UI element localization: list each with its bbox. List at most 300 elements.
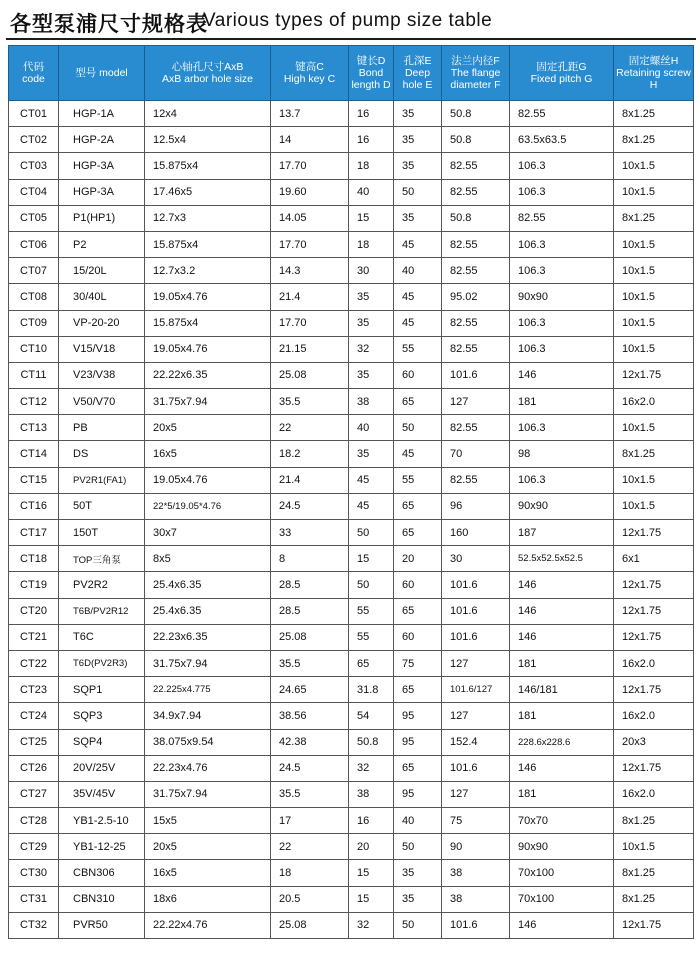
cell-hole-depth: 35 [394, 205, 442, 231]
cell-flange-diameter: 90 [442, 834, 510, 860]
cell-hole-depth: 95 [394, 729, 442, 755]
cell-bond-length: 30 [349, 258, 394, 284]
cell-code: CT11 [9, 362, 59, 388]
cell-code: CT30 [9, 860, 59, 886]
cell-fixed-pitch: 181 [510, 703, 614, 729]
cell-retaining-screw: 10x1.5 [614, 258, 694, 284]
cell-fixed-pitch: 82.55 [510, 101, 614, 127]
cell-key-height: 24.5 [271, 755, 349, 781]
table-row [9, 389, 694, 415]
cell-model: YB1-2.5-10 [59, 808, 145, 834]
cell-fixed-pitch: 146 [510, 362, 614, 388]
cell-bond-length: 16 [349, 101, 394, 127]
cell-key-height: 14.05 [271, 205, 349, 231]
cell-fixed-pitch: 146 [510, 572, 614, 598]
cell-key-height: 19.60 [271, 179, 349, 205]
header-code: 代码 code [9, 46, 59, 101]
cell-retaining-screw: 8x1.25 [614, 101, 694, 127]
cell-retaining-screw: 10x1.5 [614, 415, 694, 441]
table-row [9, 441, 694, 467]
header-hole-depth: 孔深E Deep hole E [394, 46, 442, 101]
cell-key-height: 18.2 [271, 441, 349, 467]
cell-key-height: 14 [271, 127, 349, 153]
cell-hole-depth: 35 [394, 860, 442, 886]
cell-code: CT07 [9, 258, 59, 284]
cell-fixed-pitch: 106.3 [510, 258, 614, 284]
cell-model: P1(HP1) [59, 205, 145, 231]
cell-flange-diameter: 96 [442, 493, 510, 519]
cell-key-height: 25.08 [271, 912, 349, 938]
cell-flange-diameter: 75 [442, 808, 510, 834]
cell-arbor-hole: 30x7 [145, 520, 271, 546]
cell-flange-diameter: 50.8 [442, 127, 510, 153]
table-row [9, 860, 694, 886]
cell-fixed-pitch: 146 [510, 755, 614, 781]
cell-code: CT13 [9, 415, 59, 441]
cell-code: CT02 [9, 127, 59, 153]
table-row [9, 362, 694, 388]
cell-code: CT19 [9, 572, 59, 598]
cell-flange-diameter: 82.55 [442, 310, 510, 336]
cell-arbor-hole: 15.875x4 [145, 153, 271, 179]
cell-arbor-hole: 22*5/19.05*4.76 [145, 493, 271, 519]
cell-hole-depth: 45 [394, 231, 442, 257]
cell-model: VP-20-20 [59, 310, 145, 336]
table-row [9, 493, 694, 519]
cell-fixed-pitch: 90x90 [510, 493, 614, 519]
cell-hole-depth: 45 [394, 441, 442, 467]
cell-code: CT10 [9, 336, 59, 362]
cell-retaining-screw: 16x2.0 [614, 650, 694, 676]
header-flange-diameter: 法兰内径F The flange diameter F [442, 46, 510, 101]
cell-flange-diameter: 70 [442, 441, 510, 467]
cell-model: T6B/PV2R12 [59, 598, 145, 624]
cell-model: CBN310 [59, 886, 145, 912]
cell-flange-diameter: 127 [442, 703, 510, 729]
cell-code: CT08 [9, 284, 59, 310]
cell-hole-depth: 35 [394, 127, 442, 153]
cell-bond-length: 45 [349, 467, 394, 493]
cell-hole-depth: 55 [394, 336, 442, 362]
header-arbor-hole: 心轴孔尺寸AxB AxB arbor hole size [145, 46, 271, 101]
cell-flange-diameter: 95.02 [442, 284, 510, 310]
cell-model: V50/V70 [59, 389, 145, 415]
cell-hole-depth: 35 [394, 153, 442, 179]
table-row [9, 834, 694, 860]
cell-fixed-pitch: 98 [510, 441, 614, 467]
cell-hole-depth: 65 [394, 755, 442, 781]
cell-flange-diameter: 101.6 [442, 362, 510, 388]
cell-fixed-pitch: 70x100 [510, 886, 614, 912]
cell-arbor-hole: 15.875x4 [145, 231, 271, 257]
cell-retaining-screw: 12x1.75 [614, 912, 694, 938]
cell-bond-length: 65 [349, 650, 394, 676]
cell-key-height: 8 [271, 546, 349, 572]
cell-key-height: 28.5 [271, 572, 349, 598]
cell-arbor-hole: 8x5 [145, 546, 271, 572]
table-row [9, 336, 694, 362]
cell-bond-length: 31.8 [349, 677, 394, 703]
cell-flange-diameter: 101.6 [442, 598, 510, 624]
table-header-row [9, 46, 694, 101]
cell-hole-depth: 40 [394, 258, 442, 284]
cell-code: CT28 [9, 808, 59, 834]
cell-code: CT09 [9, 310, 59, 336]
cell-model: CBN306 [59, 860, 145, 886]
table-row [9, 127, 694, 153]
cell-fixed-pitch: 146 [510, 598, 614, 624]
cell-bond-length: 15 [349, 546, 394, 572]
cell-hole-depth: 95 [394, 703, 442, 729]
cell-model: 15/20L [59, 258, 145, 284]
cell-key-height: 18 [271, 860, 349, 886]
cell-key-height: 35.5 [271, 781, 349, 807]
cell-flange-diameter: 38 [442, 860, 510, 886]
cell-bond-length: 50 [349, 520, 394, 546]
cell-code: CT03 [9, 153, 59, 179]
cell-bond-length: 45 [349, 493, 394, 519]
cell-hole-depth: 50 [394, 834, 442, 860]
cell-bond-length: 35 [349, 441, 394, 467]
cell-model: SQP4 [59, 729, 145, 755]
cell-hole-depth: 75 [394, 650, 442, 676]
cell-model: PV2R1(FA1) [59, 467, 145, 493]
cell-retaining-screw: 12x1.75 [614, 598, 694, 624]
cell-code: CT15 [9, 467, 59, 493]
cell-code: CT27 [9, 781, 59, 807]
cell-retaining-screw: 10x1.5 [614, 231, 694, 257]
cell-bond-length: 32 [349, 336, 394, 362]
cell-hole-depth: 60 [394, 572, 442, 598]
cell-model: TOP三角泵 [59, 546, 145, 572]
cell-key-height: 25.08 [271, 362, 349, 388]
cell-model: DS [59, 441, 145, 467]
cell-model: HGP-3A [59, 179, 145, 205]
cell-flange-diameter: 82.55 [442, 258, 510, 284]
table-row [9, 310, 694, 336]
cell-retaining-screw: 12x1.75 [614, 677, 694, 703]
table-row [9, 179, 694, 205]
cell-flange-diameter: 101.6 [442, 912, 510, 938]
header-retaining-screw: 固定螺丝H Retaining screw H [614, 46, 694, 101]
table-row [9, 781, 694, 807]
cell-code: CT04 [9, 179, 59, 205]
cell-hole-depth: 55 [394, 467, 442, 493]
cell-arbor-hole: 16x5 [145, 441, 271, 467]
cell-fixed-pitch: 106.3 [510, 231, 614, 257]
cell-hole-depth: 50 [394, 912, 442, 938]
cell-code: CT25 [9, 729, 59, 755]
table-row [9, 205, 694, 231]
table-row [9, 546, 694, 572]
cell-retaining-screw: 10x1.5 [614, 284, 694, 310]
cell-fixed-pitch: 146/181 [510, 677, 614, 703]
cell-fixed-pitch: 146 [510, 912, 614, 938]
cell-model: 50T [59, 493, 145, 519]
cell-bond-length: 16 [349, 808, 394, 834]
cell-code: CT14 [9, 441, 59, 467]
cell-flange-diameter: 82.55 [442, 467, 510, 493]
cell-hole-depth: 65 [394, 598, 442, 624]
cell-model: P2 [59, 231, 145, 257]
cell-flange-diameter: 101.6/127 [442, 677, 510, 703]
cell-key-height: 22 [271, 834, 349, 860]
cell-arbor-hole: 31.75x7.94 [145, 650, 271, 676]
table-row [9, 101, 694, 127]
cell-fixed-pitch: 90x90 [510, 834, 614, 860]
cell-model: SQP1 [59, 677, 145, 703]
cell-code: CT16 [9, 493, 59, 519]
cell-hole-depth: 40 [394, 808, 442, 834]
cell-code: CT22 [9, 650, 59, 676]
cell-model: T6D(PV2R3) [59, 650, 145, 676]
cell-hole-depth: 60 [394, 362, 442, 388]
cell-flange-diameter: 30 [442, 546, 510, 572]
cell-fixed-pitch: 106.3 [510, 336, 614, 362]
cell-code: CT23 [9, 677, 59, 703]
cell-hole-depth: 45 [394, 284, 442, 310]
cell-bond-length: 55 [349, 598, 394, 624]
cell-flange-diameter: 50.8 [442, 205, 510, 231]
title-bar [6, 6, 696, 40]
cell-arbor-hole: 38.075x9.54 [145, 729, 271, 755]
cell-key-height: 17.70 [271, 310, 349, 336]
cell-bond-length: 38 [349, 389, 394, 415]
cell-bond-length: 55 [349, 624, 394, 650]
cell-bond-length: 16 [349, 127, 394, 153]
cell-fixed-pitch: 82.55 [510, 205, 614, 231]
cell-key-height: 13.7 [271, 101, 349, 127]
title-chinese: 各型泵浦尺寸规格表 [10, 13, 208, 36]
cell-arbor-hole: 18x6 [145, 886, 271, 912]
cell-retaining-screw: 8x1.25 [614, 127, 694, 153]
cell-key-height: 25.08 [271, 624, 349, 650]
cell-code: CT17 [9, 520, 59, 546]
cell-arbor-hole: 15.875x4 [145, 310, 271, 336]
cell-arbor-hole: 17.46x5 [145, 179, 271, 205]
cell-flange-diameter: 82.55 [442, 231, 510, 257]
cell-bond-length: 35 [349, 310, 394, 336]
cell-fixed-pitch: 106.3 [510, 415, 614, 441]
cell-code: CT29 [9, 834, 59, 860]
cell-flange-diameter: 127 [442, 781, 510, 807]
table-row [9, 258, 694, 284]
cell-fixed-pitch: 106.3 [510, 153, 614, 179]
table-row [9, 755, 694, 781]
table-row [9, 598, 694, 624]
cell-model: HGP-1A [59, 101, 145, 127]
cell-arbor-hole: 22.22x6.35 [145, 362, 271, 388]
cell-bond-length: 20 [349, 834, 394, 860]
cell-model: T6C [59, 624, 145, 650]
cell-fixed-pitch: 228.6x228.6 [510, 729, 614, 755]
cell-code: CT24 [9, 703, 59, 729]
cell-fixed-pitch: 90x90 [510, 284, 614, 310]
cell-retaining-screw: 8x1.25 [614, 860, 694, 886]
cell-retaining-screw: 12x1.75 [614, 755, 694, 781]
table-row [9, 808, 694, 834]
cell-key-height: 35.5 [271, 389, 349, 415]
cell-bond-length: 35 [349, 362, 394, 388]
cell-bond-length: 40 [349, 179, 394, 205]
cell-fixed-pitch: 106.3 [510, 310, 614, 336]
table-row [9, 467, 694, 493]
cell-key-height: 14.3 [271, 258, 349, 284]
cell-flange-diameter: 101.6 [442, 572, 510, 598]
cell-model: PB [59, 415, 145, 441]
cell-key-height: 21.4 [271, 467, 349, 493]
cell-arbor-hole: 31.75x7.94 [145, 389, 271, 415]
table-row [9, 284, 694, 310]
cell-bond-length: 32 [349, 755, 394, 781]
cell-key-height: 17.70 [271, 231, 349, 257]
cell-flange-diameter: 82.55 [442, 415, 510, 441]
cell-retaining-screw: 10x1.5 [614, 310, 694, 336]
cell-retaining-screw: 8x1.25 [614, 886, 694, 912]
cell-model: SQP3 [59, 703, 145, 729]
header-fixed-pitch: 固定孔距G Fixed pitch G [510, 46, 614, 101]
cell-arbor-hole: 25.4x6.35 [145, 598, 271, 624]
cell-retaining-screw: 16x2.0 [614, 781, 694, 807]
header-key-height: 键高C High key C [271, 46, 349, 101]
table-row [9, 520, 694, 546]
cell-flange-diameter: 152.4 [442, 729, 510, 755]
cell-key-height: 42.38 [271, 729, 349, 755]
cell-key-height: 22 [271, 415, 349, 441]
cell-arbor-hole: 22.23x4.76 [145, 755, 271, 781]
cell-fixed-pitch: 70x100 [510, 860, 614, 886]
cell-retaining-screw: 12x1.75 [614, 572, 694, 598]
cell-retaining-screw: 10x1.5 [614, 493, 694, 519]
cell-model: HGP-2A [59, 127, 145, 153]
cell-code: CT18 [9, 546, 59, 572]
cell-code: CT06 [9, 231, 59, 257]
cell-bond-length: 18 [349, 231, 394, 257]
cell-model: 150T [59, 520, 145, 546]
cell-fixed-pitch: 63.5x63.5 [510, 127, 614, 153]
cell-bond-length: 38 [349, 781, 394, 807]
cell-code: CT21 [9, 624, 59, 650]
cell-fixed-pitch: 181 [510, 781, 614, 807]
table-row [9, 677, 694, 703]
table-row [9, 703, 694, 729]
table-row [9, 912, 694, 938]
cell-fixed-pitch: 181 [510, 650, 614, 676]
cell-hole-depth: 50 [394, 415, 442, 441]
cell-retaining-screw: 8x1.25 [614, 808, 694, 834]
cell-retaining-screw: 10x1.5 [614, 179, 694, 205]
cell-model: 20V/25V [59, 755, 145, 781]
cell-arbor-hole: 19.05x4.76 [145, 284, 271, 310]
header-bond-length: 键长D Bond length D [349, 46, 394, 101]
cell-flange-diameter: 82.55 [442, 179, 510, 205]
cell-retaining-screw: 16x2.0 [614, 703, 694, 729]
cell-fixed-pitch: 181 [510, 389, 614, 415]
cell-hole-depth: 65 [394, 493, 442, 519]
table-row [9, 624, 694, 650]
cell-retaining-screw: 10x1.5 [614, 834, 694, 860]
table-row [9, 886, 694, 912]
cell-code: CT32 [9, 912, 59, 938]
cell-model: HGP-3A [59, 153, 145, 179]
cell-retaining-screw: 8x1.25 [614, 205, 694, 231]
cell-hole-depth: 45 [394, 310, 442, 336]
cell-model: V23/V38 [59, 362, 145, 388]
cell-bond-length: 15 [349, 860, 394, 886]
cell-arbor-hole: 22.23x6.35 [145, 624, 271, 650]
cell-code: CT01 [9, 101, 59, 127]
cell-bond-length: 18 [349, 153, 394, 179]
cell-key-height: 38.56 [271, 703, 349, 729]
cell-retaining-screw: 10x1.5 [614, 336, 694, 362]
cell-arbor-hole: 20x5 [145, 834, 271, 860]
cell-bond-length: 50.8 [349, 729, 394, 755]
cell-key-height: 33 [271, 520, 349, 546]
cell-key-height: 35.5 [271, 650, 349, 676]
cell-hole-depth: 65 [394, 389, 442, 415]
cell-arbor-hole: 12.5x4 [145, 127, 271, 153]
cell-bond-length: 50 [349, 572, 394, 598]
cell-retaining-screw: 20x3 [614, 729, 694, 755]
cell-hole-depth: 95 [394, 781, 442, 807]
cell-arbor-hole: 19.05x4.76 [145, 467, 271, 493]
cell-fixed-pitch: 52.5x52.5x52.5 [510, 546, 614, 572]
cell-retaining-screw: 6x1 [614, 546, 694, 572]
cell-key-height: 24.5 [271, 493, 349, 519]
cell-arbor-hole: 25.4x6.35 [145, 572, 271, 598]
cell-hole-depth: 35 [394, 101, 442, 127]
table-body [9, 101, 694, 939]
cell-fixed-pitch: 187 [510, 520, 614, 546]
cell-model: PVR50 [59, 912, 145, 938]
cell-flange-diameter: 101.6 [442, 624, 510, 650]
cell-flange-diameter: 160 [442, 520, 510, 546]
table-row [9, 729, 694, 755]
cell-key-height: 24.65 [271, 677, 349, 703]
cell-hole-depth: 50 [394, 179, 442, 205]
cell-key-height: 17.70 [271, 153, 349, 179]
table-row [9, 231, 694, 257]
cell-arbor-hole: 16x5 [145, 860, 271, 886]
cell-retaining-screw: 12x1.75 [614, 520, 694, 546]
cell-retaining-screw: 10x1.5 [614, 153, 694, 179]
cell-flange-diameter: 50.8 [442, 101, 510, 127]
cell-retaining-screw: 16x2.0 [614, 389, 694, 415]
cell-key-height: 17 [271, 808, 349, 834]
cell-key-height: 28.5 [271, 598, 349, 624]
header-model: 型号 model [59, 46, 145, 101]
cell-arbor-hole: 15x5 [145, 808, 271, 834]
cell-hole-depth: 60 [394, 624, 442, 650]
cell-key-height: 20.5 [271, 886, 349, 912]
pump-size-table [8, 45, 694, 939]
cell-fixed-pitch: 106.3 [510, 467, 614, 493]
cell-retaining-screw: 10x1.5 [614, 467, 694, 493]
cell-key-height: 21.15 [271, 336, 349, 362]
cell-model: V15/V18 [59, 336, 145, 362]
cell-fixed-pitch: 146 [510, 624, 614, 650]
cell-bond-length: 15 [349, 886, 394, 912]
cell-model: PV2R2 [59, 572, 145, 598]
cell-flange-diameter: 127 [442, 650, 510, 676]
cell-bond-length: 40 [349, 415, 394, 441]
table-row [9, 153, 694, 179]
cell-bond-length: 54 [349, 703, 394, 729]
table-row [9, 415, 694, 441]
cell-flange-diameter: 38 [442, 886, 510, 912]
cell-arbor-hole: 12.7x3 [145, 205, 271, 231]
table-row [9, 650, 694, 676]
